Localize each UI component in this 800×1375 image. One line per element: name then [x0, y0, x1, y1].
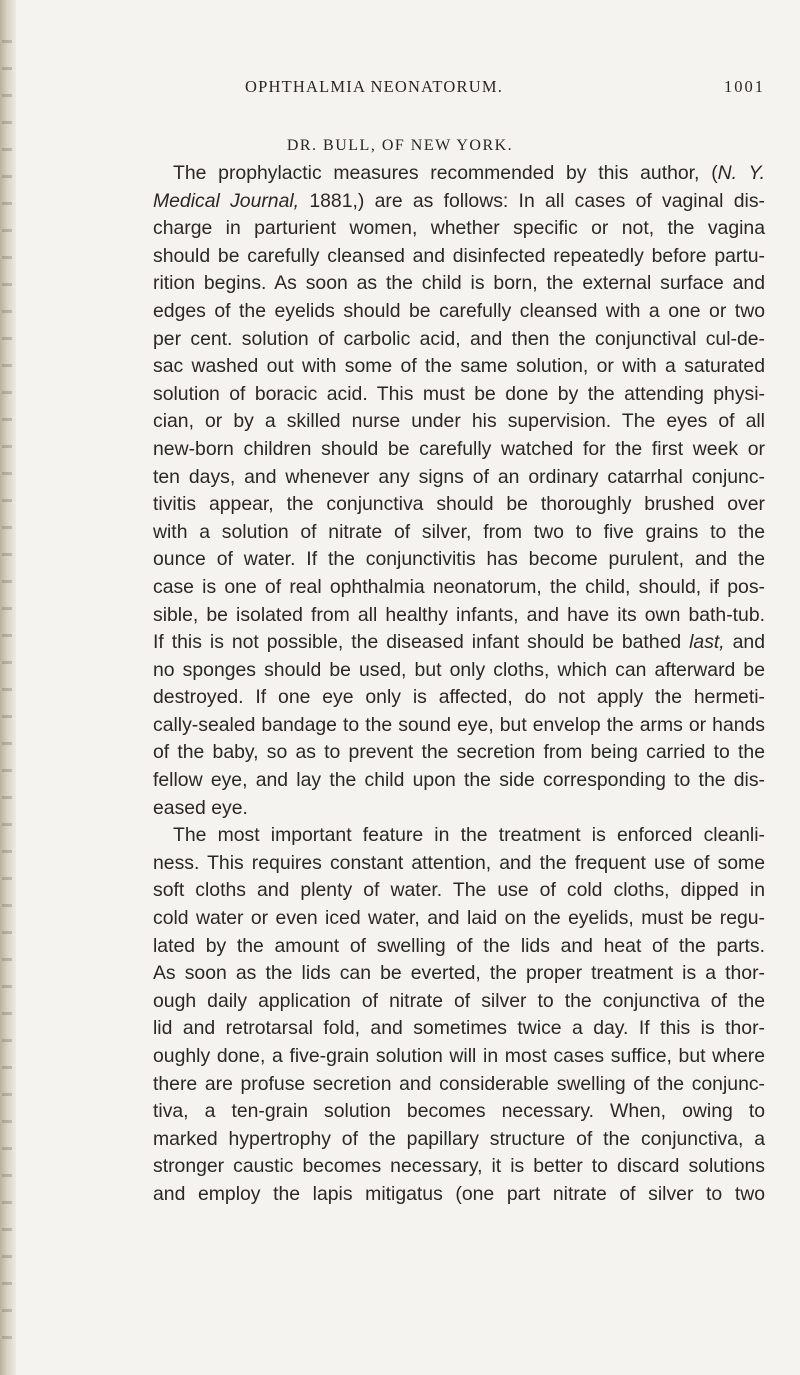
text-line: destroyed. If one eye only is affected, do not apply the hermeti-	[153, 686, 765, 709]
text-line: per cent. solution of carbolic acid, and then the conjunctival cul-de-	[153, 327, 765, 350]
running-title: OPHTHALMIA NEONATORUM.	[245, 77, 504, 96]
text-line: The prophylactic measures recommended by this author, (N. Y.	[173, 162, 765, 184]
section-heading: DR. BULL, OF NEW YORK.	[286, 137, 514, 154]
text-line: cold water or even iced water, and laid on the eyelids, must be regu-	[153, 907, 765, 930]
paragraph-2	[153, 822, 765, 1208]
text-line: should be carefully cleansed and disinfected repeatedly before partu-	[153, 244, 765, 267]
text-line: of the baby, so as to prevent the secretion from being carried to the	[153, 741, 765, 764]
page-number: 1001	[724, 77, 765, 96]
text-line: case is one of real ophthalmia neonatorum, the child, should, if pos-	[153, 575, 765, 598]
text-line: charge in parturient women, whether specific or not, the vagina	[153, 217, 765, 240]
text-line: lid and retrotarsal fold, and sometimes twice a day. If this is thor-	[153, 1017, 765, 1040]
text-line: cian, or by a skilled nurse under his supervision. The eyes of all	[153, 410, 765, 433]
text-line: there are profuse secretion and considerable swelling of the conjunc-	[153, 1072, 765, 1095]
text-line: cally-sealed bandage to the sound eye, but envelop the arms or hands	[153, 713, 765, 736]
text-line: The most important feature in the treatment is enforced cleanli-	[173, 824, 765, 847]
text-line: ness. This requires constant attention, and the frequent use of some	[153, 851, 765, 874]
text-line: no sponges should be used, but only cloths, which can afterward be	[153, 658, 765, 681]
text-line: sible, be isolated from all healthy infants, and have its own bath-tub.	[153, 603, 765, 626]
text-line: Medical Journal, 1881,) are as follows: In all cases of vaginal dis-	[153, 189, 765, 212]
text-line: stronger caustic becomes necessary, it is better to discard solutions	[153, 1155, 765, 1178]
text-line: edges of the eyelids should be carefully cleansed with a one or two	[153, 299, 765, 322]
text-line: soft cloths and plenty of water. The use of cold cloths, dipped in	[153, 879, 765, 902]
text-line: oughly done, a five-grain solution will in most cases suffice, but where	[153, 1045, 765, 1067]
text-line: tivitis appear, the conjunctiva should be thoroughly brushed over	[153, 493, 765, 516]
text-line: and employ the lapis mitigatus (one part nitrate of silver to two	[153, 1182, 765, 1205]
text-line: ten days, and whenever any signs of an ordinary catarrhal conjunc-	[153, 465, 765, 488]
text-line: solution of boracic acid. This must be done by the attending physi-	[153, 382, 765, 405]
text-line: As soon as the lids can be everted, the proper treatment is a thor-	[153, 962, 765, 985]
text-line: new-born children should be carefully watched for the first week or	[153, 437, 765, 460]
body-text	[153, 160, 765, 1209]
text-line: ounce of water. If the conjunctivitis has become purulent, and the	[153, 548, 765, 571]
text-line: tiva, a ten-grain solution becomes necessary. When, owing to	[153, 1100, 765, 1123]
paragraph-1	[153, 160, 765, 822]
text-line: with a solution of nitrate of silver, from two to five grains to the	[153, 520, 765, 543]
text-line: eased eye.	[153, 796, 248, 819]
text-line: marked hypertrophy of the papillary structure of the conjunctiva, a	[153, 1127, 765, 1150]
text-line: sac washed out with some of the same solution, or with a saturated	[153, 355, 765, 378]
text-line: fellow eye, and lay the child upon the side corresponding to the dis-	[153, 769, 765, 792]
text-line: ough daily application of nitrate of silver to the conjunctiva of the	[153, 989, 765, 1012]
running-head	[235, 77, 765, 101]
text-line: If this is not possible, the diseased infant should be bathed last, and	[153, 631, 765, 654]
text-line: lated by the amount of swelling of the lids and heat of the parts.	[153, 934, 765, 957]
text-line: rition begins. As soon as the child is born, the external surface and	[153, 272, 765, 295]
